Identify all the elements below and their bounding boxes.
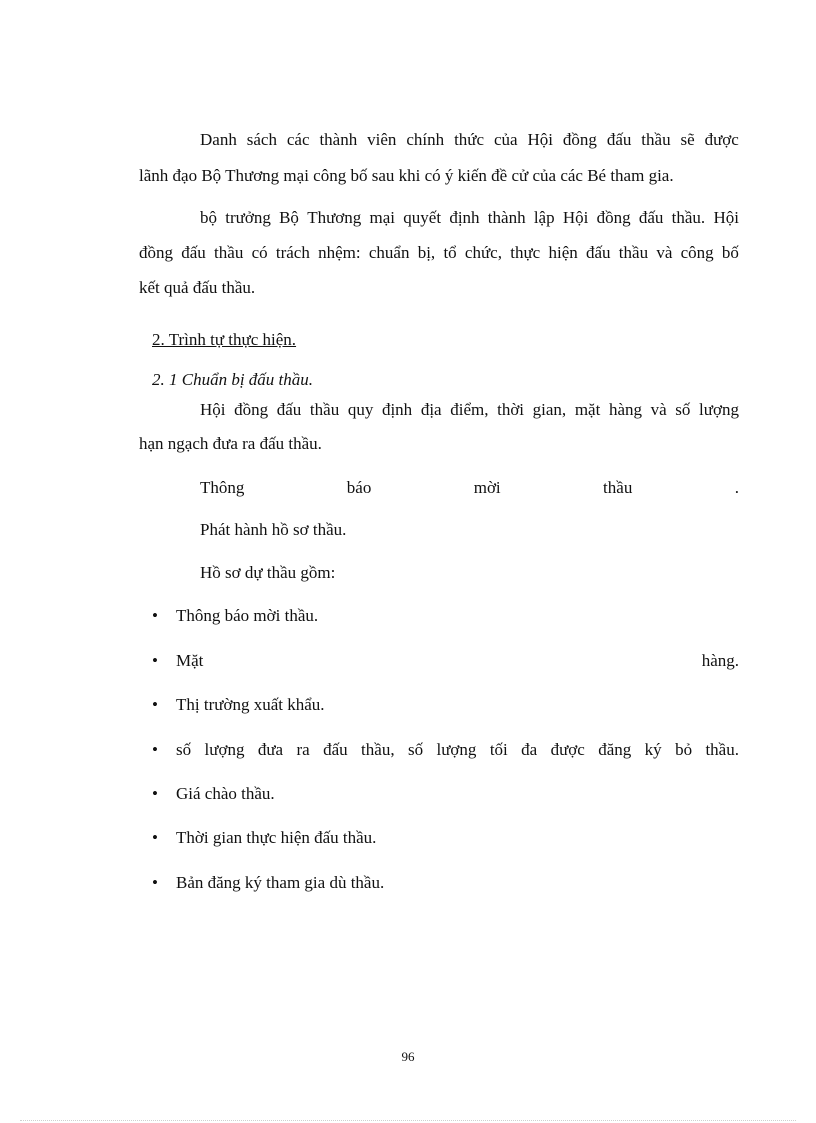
word: địa xyxy=(420,400,442,419)
word: số xyxy=(675,400,691,419)
word: thành xyxy=(487,208,526,227)
word: đồng xyxy=(562,130,597,149)
word: bố xyxy=(721,243,739,262)
list-item-text: Bản đăng ký tham gia dù thầu. xyxy=(176,873,385,892)
word: Thương xyxy=(307,208,362,227)
word: thức xyxy=(454,130,485,149)
dossier-contents-line: Hồ sơ dự thầu gồm: xyxy=(200,563,336,582)
bullet-icon: • xyxy=(152,873,158,892)
word: điểm, xyxy=(450,400,489,419)
paragraph-2-line-1 xyxy=(200,208,739,228)
notice-line xyxy=(200,478,739,498)
list-item-text: Thời gian thực hiện đấu thầu. xyxy=(176,828,377,847)
paragraph-1-line-2: lãnh đạo Bộ Thương mại công bố sau khi có ý kiến đề cử của các Bé tham gia. xyxy=(139,166,674,185)
paragraph-2-line-3: kết quả đấu thầu. xyxy=(139,278,256,297)
word: đấu xyxy=(638,208,664,227)
word: đồng xyxy=(596,208,631,227)
word: của xyxy=(493,130,518,149)
word: đấu xyxy=(276,400,302,419)
word: lượng xyxy=(436,740,477,759)
word: công xyxy=(680,243,714,262)
paragraph-1-line-1 xyxy=(200,130,739,150)
word: ra xyxy=(296,740,310,759)
word: ký xyxy=(644,740,662,759)
word: Hội xyxy=(713,208,739,227)
list-item-text: Thông báo mời thầu. xyxy=(176,606,319,625)
word: mại xyxy=(369,208,396,227)
word: lượng xyxy=(204,740,245,759)
word: hàng xyxy=(608,400,642,419)
word: được xyxy=(550,740,585,759)
word: Hội xyxy=(562,208,589,227)
word: mời xyxy=(473,478,501,497)
word: gian, xyxy=(532,400,567,419)
page-number: 96 xyxy=(401,1049,415,1064)
word: quy xyxy=(347,400,374,419)
word: đăng xyxy=(598,740,632,759)
section-heading: 2. Trình tự thực hiện. xyxy=(152,330,297,349)
word: nhệm: xyxy=(318,243,361,262)
word: viên xyxy=(367,130,397,149)
word: sách xyxy=(246,130,277,149)
word: số xyxy=(176,740,192,759)
word: hàng. xyxy=(701,651,739,670)
word: và xyxy=(656,243,673,262)
word: Thông xyxy=(200,478,245,497)
footer-divider xyxy=(20,1120,796,1121)
word: đấu xyxy=(323,740,348,759)
word: tổ xyxy=(443,243,457,262)
word: có xyxy=(251,243,268,262)
word: thầu xyxy=(641,130,671,149)
word: mặt xyxy=(574,400,601,419)
word: Bộ xyxy=(279,208,299,227)
word: đồng xyxy=(139,243,173,262)
bullet-icon: • xyxy=(152,651,158,670)
word: báo xyxy=(346,478,372,497)
word: chức, xyxy=(464,243,502,262)
word: trưởng xyxy=(225,208,271,227)
bullet-icon: • xyxy=(152,740,158,759)
list-item-text: Thị trường xuất khẩu. xyxy=(176,695,325,714)
word: thầu xyxy=(618,243,649,262)
word: thầu. xyxy=(671,208,706,227)
word: tối xyxy=(489,740,508,759)
bullet-icon: • xyxy=(152,828,158,847)
word: Danh xyxy=(200,130,237,149)
list-item-text: Giá chào thầu. xyxy=(176,784,275,803)
word: thời xyxy=(497,400,525,419)
word: bỏ xyxy=(675,740,693,759)
word: đồng xyxy=(234,400,269,419)
word: quyết xyxy=(403,208,442,227)
word: đấu xyxy=(181,243,206,262)
word: được xyxy=(704,130,739,149)
issue-dossier-line: Phát hành hồ sơ thầu. xyxy=(200,520,347,539)
paragraph-3-line-2: hạn ngạch đưa ra đấu thầu. xyxy=(139,434,322,453)
word: chính xyxy=(406,130,445,149)
word: đấu xyxy=(586,243,611,262)
word: thầu xyxy=(603,478,633,497)
word: định xyxy=(381,400,413,419)
word: đấu xyxy=(606,130,632,149)
subsection-heading: 2. 1 Chuẩn bị đấu thầu. xyxy=(152,370,314,389)
word: lập xyxy=(533,208,555,227)
word: đưa xyxy=(257,740,284,759)
word: và xyxy=(650,400,667,419)
bullet-icon: • xyxy=(152,695,158,714)
word: số xyxy=(407,740,424,759)
word: thầu xyxy=(214,243,244,262)
word: Hội xyxy=(527,130,553,149)
word: thầu xyxy=(309,400,340,419)
word: bị, xyxy=(417,243,436,262)
word: các xyxy=(286,130,310,149)
word: Mặt xyxy=(176,651,204,670)
word: lượng xyxy=(699,400,739,419)
word: thầu, xyxy=(361,740,395,759)
word: trách xyxy=(275,243,310,262)
word: thành xyxy=(319,130,358,149)
paragraph-3-line-1 xyxy=(200,400,739,420)
word: bộ xyxy=(200,208,217,227)
word: . xyxy=(734,478,739,497)
paragraph-2-line-2 xyxy=(139,243,739,263)
word: định xyxy=(449,208,480,227)
word: thầu. xyxy=(705,740,739,759)
word: Hội xyxy=(200,400,226,419)
bullet-icon: • xyxy=(152,784,158,803)
word: hiện xyxy=(548,243,578,262)
list-item-text xyxy=(176,740,739,760)
word: thực xyxy=(510,243,541,262)
word: đa xyxy=(521,740,538,759)
word: chuẩn xyxy=(368,243,410,262)
word: sẽ xyxy=(680,130,695,149)
bullet-icon: • xyxy=(152,606,158,625)
list-item-text xyxy=(176,651,739,671)
